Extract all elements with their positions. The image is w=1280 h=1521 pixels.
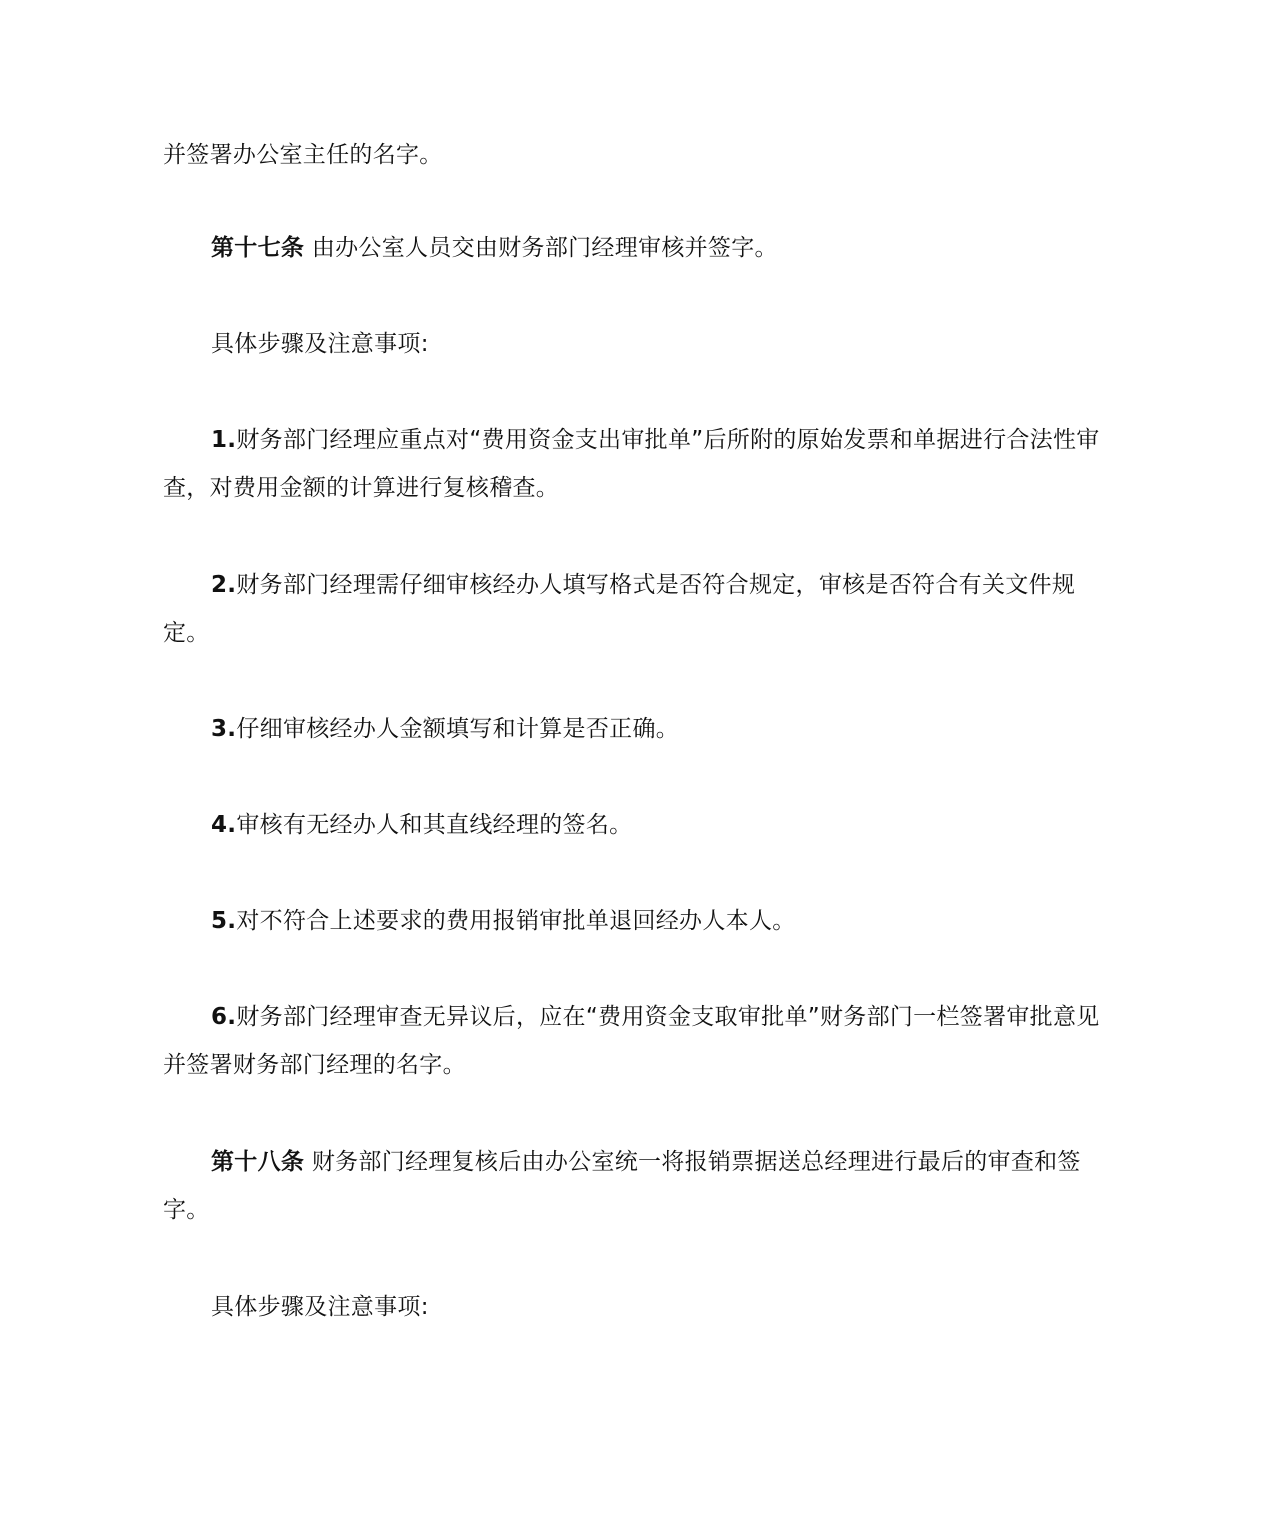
step-item-1 (163, 416, 1120, 512)
paragraph-text: 具体步骤及注意事项: (211, 331, 429, 357)
paragraph-text: 审核有无经办人和其直线经理的签名。 (236, 812, 633, 838)
paragraph-text: 财务部门经理审查无异议后，应在“费用资金支取审批单”财务部门一栏签署审批意见并签署财务部门经理的名字。 (163, 1004, 1100, 1078)
step-item-6 (163, 993, 1120, 1089)
paragraph-text: 财务部门经理需仔细审核经办人填写格式是否符合规定，审核是否符合有关文件规定。 (163, 572, 1076, 646)
paragraph-text: 财务部门经理复核后由办公室统一将报销票据送总经理进行最后的审查和签字。 (163, 1149, 1081, 1223)
steps-heading (163, 320, 1120, 368)
paragraph-text: 并签署办公室主任的名字。 (163, 142, 443, 168)
paragraph-continuation (163, 131, 1120, 179)
step-number: 1. (211, 427, 237, 453)
article-17 (163, 224, 1120, 272)
article-18 (163, 1138, 1120, 1234)
paragraph-text: 仔细审核经办人金额填写和计算是否正确。 (236, 716, 680, 742)
step-item-3 (163, 705, 1120, 753)
step-number: 6. (211, 1004, 237, 1030)
step-number: 4. (211, 812, 237, 838)
article-label: 第十七条 (211, 235, 305, 261)
steps-heading (163, 1283, 1120, 1331)
step-number: 5. (211, 908, 237, 934)
step-item-5 (163, 897, 1120, 945)
step-number: 2. (211, 572, 237, 598)
step-item-2 (163, 561, 1120, 657)
paragraph-text: 对不符合上述要求的费用报销审批单退回经办人本人。 (236, 908, 796, 934)
article-label: 第十八条 (211, 1149, 305, 1175)
paragraph-text: 由办公室人员交由财务部门经理审核并签字。 (311, 235, 778, 261)
paragraph-text: 财务部门经理应重点对“费用资金支出审批单”后所附的原始发票和单据进行合法性审查，对费用金额的计算进行复核稽查。 (163, 427, 1100, 501)
paragraph-text: 具体步骤及注意事项: (211, 1294, 429, 1320)
step-item-4 (163, 801, 1120, 849)
step-number: 3. (211, 716, 237, 742)
